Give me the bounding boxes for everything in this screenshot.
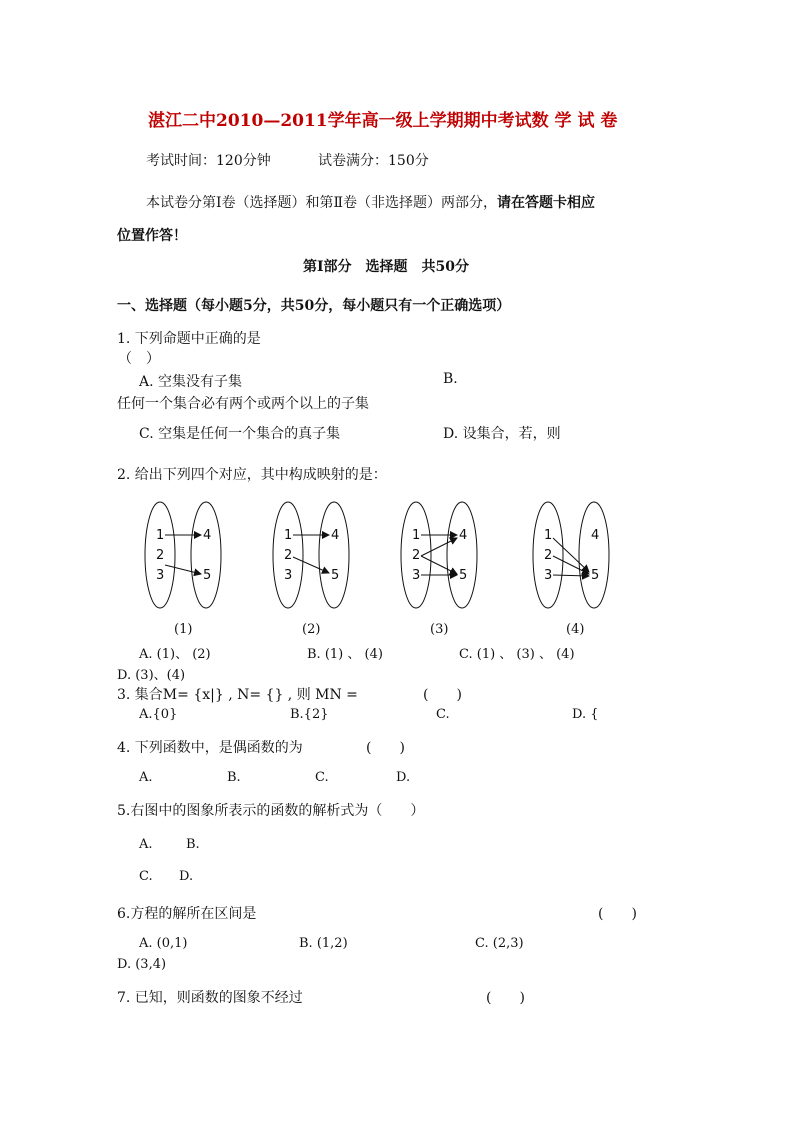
diagram-1-label: (1) — [174, 622, 193, 637]
element-3: 3 — [156, 568, 165, 583]
q5-option-c: C. — [139, 869, 153, 884]
intro-text-b: 请在答题卡相应 — [497, 195, 596, 211]
q4-stem: 4. 下列函数中，是偶函数的为 — [117, 740, 303, 756]
part1-heading: 第Ⅰ部分 选择题 共50分 — [303, 259, 470, 275]
q5-option-b: B. — [186, 837, 200, 852]
q3-option-a: A.{0} — [139, 707, 178, 722]
q4-option-a: A. — [139, 770, 153, 785]
q6-option-c: C. (2,3) — [475, 936, 524, 951]
element-5: 5 — [331, 568, 340, 583]
q4-answer-paren: ( ) — [366, 740, 405, 756]
element-4: 4 — [591, 528, 600, 543]
exam-time: 考试时间：120分钟 — [146, 153, 271, 169]
arrow-1-to-5 — [553, 538, 589, 572]
q6-option-b: B. (1,2) — [299, 936, 348, 951]
q1-answer-paren: （ ） — [118, 351, 160, 367]
intro-text — [146, 192, 595, 212]
arrow-2-to-5 — [293, 557, 329, 573]
q1-option-b-text: 任何一个集合必有两个或两个以上的子集 — [117, 396, 369, 412]
q4-option-b: B. — [227, 770, 241, 785]
q6-option-a: A. (0,1) — [139, 936, 188, 951]
q6-stem: 6.方程的解所在区间是 — [117, 906, 257, 922]
q1-stem: 1. 下列命题中正确的是 — [117, 331, 261, 347]
element-2: 2 — [156, 548, 165, 563]
mapping-diagram-2 — [268, 500, 358, 612]
element-4: 4 — [203, 528, 212, 543]
q3-option-c: C. — [436, 707, 450, 722]
mapping-diagram-1 — [140, 500, 230, 612]
q6-option-d: D. (3,4) — [117, 957, 167, 972]
q7-stem: 7. 已知，则函数的图象不经过 — [117, 990, 303, 1006]
element-4: 4 — [331, 528, 340, 543]
q3-option-b: B.{2} — [290, 707, 329, 722]
q2-stem: 2. 给出下列四个对应，其中构成映射的是： — [117, 467, 387, 483]
q4-option-d: D. — [396, 770, 411, 785]
codomain-ellipse — [191, 502, 221, 608]
q3-answer-paren: ( ) — [423, 687, 462, 703]
intro-text-line2: 位置作答！ — [117, 228, 187, 244]
section-heading: 一、选择题（每小题5分，共50分，每小题只有一个正确选项） — [117, 298, 511, 314]
mapping-diagram-4 — [528, 500, 618, 612]
q2-option-a: A. (1)、 (2) — [139, 647, 211, 662]
intro-text-a: 本试卷分第Ⅰ卷（选择题）和第Ⅱ卷（非选择题）两部分， — [146, 195, 498, 211]
diagram-2-label: (2) — [302, 622, 321, 637]
codomain-ellipse — [319, 502, 349, 608]
full-score: 试卷满分：150分 — [318, 153, 429, 169]
codomain-ellipse — [447, 502, 477, 608]
element-3: 3 — [284, 568, 293, 583]
q4-option-c: C. — [315, 770, 329, 785]
element-1: 1 — [544, 528, 553, 543]
mapping-diagram-3 — [396, 500, 486, 612]
q6-answer-paren: ( ) — [598, 906, 637, 922]
q1-option-d: D. 设集合，若，则 — [443, 426, 561, 442]
element-2: 2 — [544, 548, 553, 563]
q1-option-a: A. 空集没有子集 — [139, 374, 243, 390]
element-3: 3 — [544, 568, 553, 583]
q7-answer-paren: ( ) — [486, 990, 525, 1006]
q5-option-a: A. — [139, 837, 153, 852]
arrow-2-to-5 — [165, 565, 201, 574]
q1-option-c: C. 空集是任何一个集合的真子集 — [139, 426, 341, 442]
element-5: 5 — [591, 568, 600, 583]
element-4: 4 — [459, 528, 468, 543]
q2-option-c: C. (1) 、 (3) 、 (4) — [459, 647, 575, 662]
page-title: 湛江二中2010—2011学年高一级上学期期中考试数 学 试 卷 — [148, 111, 618, 131]
element-2: 2 — [284, 548, 293, 563]
q2-option-d: D. (3)、(4) — [117, 668, 186, 683]
q5-option-d: D. — [179, 869, 194, 884]
element-1: 1 — [156, 528, 165, 543]
q3-option-d: D. { — [572, 707, 599, 722]
arrow-2-to-4 — [421, 538, 457, 556]
codomain-ellipse — [579, 502, 609, 608]
element-2: 2 — [412, 548, 421, 563]
arrow-2-to-5 — [421, 556, 457, 574]
arrow-2-to-5 — [553, 556, 589, 574]
diagram-3-label: (3) — [430, 622, 449, 637]
q1-option-b: B. — [443, 371, 458, 387]
element-1: 1 — [412, 528, 421, 543]
q5-stem: 5.右图中的图象所表示的函数的解析式为（ ） — [117, 803, 425, 819]
q2-option-b: B. (1) 、 (4) — [307, 647, 383, 662]
element-3: 3 — [412, 568, 421, 583]
arrow-3-to-5 — [553, 575, 589, 576]
q3-stem: 3. 集合M= {x|} , N= {} , 则 MN = — [117, 687, 358, 703]
element-5: 5 — [459, 568, 468, 583]
element-5: 5 — [203, 568, 212, 583]
diagram-4-label: (4) — [566, 622, 585, 637]
element-1: 1 — [284, 528, 293, 543]
